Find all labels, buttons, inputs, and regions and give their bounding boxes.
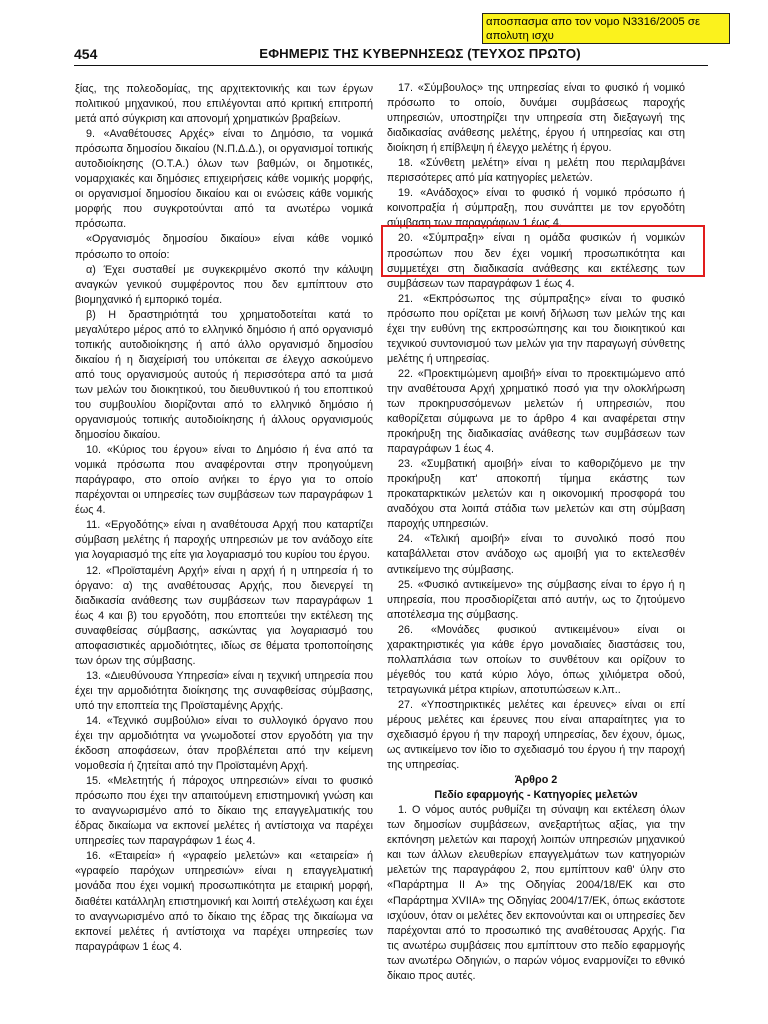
paragraph: 9. «Αναθέτουσες Αρχές» είναι το Δημόσιο, τα νομικά πρόσωπα δημοσίου δικαίου (Ν.Π.Δ.Δ.), οι οργανισμοί τοπικής αυτοδιοίκησης (Ο.Τ.Α.) όλων των βαθμών, οι δημοτικές, νομαρχιακές και δημόσιες επιχειρήσεις κάθε νομικής μορφής, οι οργανισμοί δημοσίου δικαίου και οι ενώσεις κάθε νομικής μορφής που συγκροτούνται από τα ανωτέρω νομικά πρόσωπα. <box>75 128 373 231</box>
paragraph: 23. «Συμβατική αμοιβή» είναι το καθοριζόμενο με την προκήρυξη κατ' αποκοπή τίμημα εκάστης των προκαταρκτικών μελετών και η οικονομική προσφορά του αναδόχου στα λοιπά στάδια των μελετών και στη σύμβαση παροχής υπηρεσιών. <box>387 458 685 531</box>
paragraph: 21. «Εκπρόσωπος της σύμπραξης» είναι το φυσικό πρόσωπο που ορίζεται με κοινή δήλωση των μελών της και έχει την ευθύνη της εκπροσώπησης και του διοικητικού και τεχνικού συντονισμού των μελών για την παραγωγή σύνθετης μελέτης ή υπηρεσίας. <box>387 292 685 365</box>
paragraph: 16. «Εταιρεία» ή «γραφείο μελετών» και «εταιρεία» ή «γραφείο παρόχων υπηρεσιών» είναι η επαγγελματική μονάδα που έχει νομική προσωπικότητα με εταιρική μορφή, διαθέτει κατάλληλη επιστημονική και λοιπή στελέχωση και έχει το αναγνωρισμένο από το δίκαιο της έδρας της δικαίωμα να εκπονεί μελέτες ή αντίστοιχα να παρέχει υπηρεσίες των παραγράφων 1 έως 4. <box>75 850 373 953</box>
paragraph: 11. «Εργοδότης» είναι η αναθέτουσα Αρχή που καταρτίζει σύμβαση μελέτης ή παροχής υπηρεσιών με τον ανάδοχο είτε για λογαριασμό της είτε για λογαριασμό του κυρίου του έργου. <box>75 519 373 562</box>
paragraph: 15. «Μελετητής ή πάροχος υπηρεσιών» είναι το φυσικό πρόσωπο που έχει την απαιτούμενη επιστημονική γνώση και το αναγνωρισμένο από το δίκαιο της επαγγελματικής του έδρας δικαίωμα να εκπονεί μελέτες ή αντίστοιχα να παρέχει υπηρεσίες των παραγράφων 1 έως 4. <box>75 775 373 848</box>
paragraph: 26. «Μονάδες φυσικού αντικειμένου» είναι οι χαρακτηριστικές για κάθε έργο μοναδιαίες διαστάσεις του, πολλαπλάσια των οποίων το συνθέτουν και ορίζουν το μέγεθός του κατά κύριο λόγο, όπως χιλιόμετρα οδού, τετραγωνικά μέτρα κτιρίων, αποτυπώσεων κ.λπ.. <box>387 623 685 696</box>
paragraph: 14. «Τεχνικό συμβούλιο» είναι το συλλογικό όργανο που έχει την αρμοδιότητα να γνωμοδοτεί στον εργοδότη για την έκδοση αποφάσεων, όταν προβλέπεται από την κείμενη νομοθεσία ή ζητείται από την Προϊσταμένη Αρχή. <box>75 714 373 773</box>
paragraph: 12. «Προϊσταμένη Αρχή» είναι η αρχή ή η υπηρεσία ή το όργανο: α) της αναθέτουσας Αρχής, που διενεργεί τη διαδικασία ανάθεσης των συμβάσεων των παραγράφων 1 έως 4 και β) του εργοδότη, που εποπτεύει την εκτέλεση της συναφθείσας σύμβασης, ασκώντας για λογαριασμό του αποφασιστικές αρμοδιότητες, ιδίως σε θέματα τροποποίησης των όρων της σύμβασης. <box>75 564 373 667</box>
paragraph: ξίας, της πολεοδομίας, της αρχιτεκτονικής και των έργων πολιτικού μηχανικού, που επιλέγονται από κριτική επιτροπή μετά από σύγκριση και απονομή χρηματικών βραβείων. <box>75 83 373 126</box>
paragraph: 27. «Υποστηρικτικές μελέτες και έρευνες» είναι οι επί μέρους μελέτες και έρευνες που είναι απαραίτητες για το σχεδιασμό έργου ή την παροχή υπηρεσίας, δεν έχουν, όμως, ως αντικείμενο τον ίδιο το σχεδιασμό του έργου ή την παροχή της υπηρεσίας. <box>387 698 685 772</box>
highlighted-paragraph: 20. «Σύμπραξη» είναι η ομάδα φυσικών ή νομικών προσώπων που δεν έχει νομική προσωπικότητα και συμμετέχει στη διαδικασία ανάθεσης και εκτέλεσης των συμβάσεων των παραγράφων 1 έως 4. <box>387 232 685 290</box>
paragraph: α) Έχει συσταθεί με συγκεκριμένο σκοπό την κάλυψη αναγκών γενικού συμφέροντος που δεν εμπίπτουν στο βιομηχανικό ή εμπορικό τομέα. <box>75 263 373 306</box>
header-divider <box>74 65 708 66</box>
left-column <box>75 82 373 955</box>
paragraph: 25. «Φυσικό αντικείμενο» της σύμβασης είναι το έργο ή η υπηρεσία, που προσδιορίζεται από αυτήν, ως το ζητούμενο αποτέλεσμα της σύμβασης. <box>387 578 685 621</box>
paragraph: 22. «Προεκτιμώμενη αμοιβή» είναι το προεκτιμώμενο από την αναθέτουσα Αρχή χρηματικό ποσό για την ολοκλήρωση των προκηρυσσόμενων μελετών ή υπηρεσιών, που καθορίζεται σύμφωνα με το άρθρο 4 και αναφέρεται στην προκήρυξη της διαδικασίας ανάθεσης των συμβάσεων των παραγράφων 1 έως 4. <box>387 367 685 456</box>
gazette-header-title: ΕΦΗΜΕΡΙΣ ΤΗΣ ΚΥΒΕΡΝΗΣΕΩΣ (ΤΕΥΧΟΣ ΠΡΩΤΟ) <box>259 46 581 61</box>
paragraph: 24. «Τελική αμοιβή» είναι το συνολικό ποσό που καταβάλλεται στον ανάδοχο ως αμοιβή για το εκτελεσθέν αντικείμενο της σύμβασης. <box>387 533 685 576</box>
paragraph: 18. «Σύνθετη μελέτη» είναι η μελέτη που περιλαμβάνει περισσότερες από μία κατηγορίες μελετών. <box>387 157 685 185</box>
article-title: Άρθρο 2 <box>514 774 558 787</box>
paragraph: 17. «Σύμβουλος» της υπηρεσίας είναι το φυσικό ή νομικό πρόσωπο το οποίο, δυνάμει συμβάσεως παροχής υπηρεσιών, υποστηρίζει την υπηρεσία στη διεξαγωγή της διαδικασίας ανάθεσης μελέτης, έργου ή υπηρεσίας και στη διοίκηση ή επίβλεψη ή έλεγχο μελέτης ή έργου. <box>387 82 685 155</box>
right-column <box>387 81 685 984</box>
paragraph: 1. Ο νόμος αυτός ρυθμίζει τη σύναψη και εκτέλεση όλων των δημοσίων συμβάσεων, ανεξαρτήτως αξίας, για την εκπόνηση μελετών και παροχή λοιπών υπηρεσιών μηχανικού και των άλλων ελευθερίων επαγγελμάτων των κατηγοριών μελετών της παραγράφου 2, που εμπίπτουν καθ' ύλην στο «Παράρτημα ΙΙ Α» της Οδηγίας 2004/18/ΕΚ και στο «Παράρτημα XVIIA» της Οδηγίας 2004/17/ΕΚ, όπως εκάστοτε ισχύουν, όταν οι μελέτες δεν εκπονούνται και οι υπηρεσίες δεν παρέχονται από το προσωπικό της αναθέτουσας Αρχής. Για τις ανωτέρω συμβάσεις που εμπίπτουν στο πεδίο εφαρμογής των ανωτέρω Οδηγιών, ο παρών νόμος εναρμονίζει το εθνικό δίκαιο προς αυτές. <box>387 804 685 982</box>
paragraph: 13. «Διευθύνουσα Υπηρεσία» είναι η τεχνική υπηρεσία που έχει την αρμοδιότητα διοίκησης της συναφθείσας σύμβασης, υπό την εποπτεία της Προϊσταμένης Αρχής. <box>75 669 373 712</box>
paragraph: β) Η δραστηριότητά του χρηματοδοτείται κατά το μεγαλύτερο μέρος από το ελληνικό δημόσιο ή από οργανισμό τοπικής αυτοδιοίκησης ή από άλλο οργανισμό δημοσίου δικαίου ή η διαχείρισή του υπόκειται σε έλεγχο ασκούμενο από τους οργανισμούς αυτούς ή περισσότερα από τα μισά των μελών του διοικητικού, του διευθυντικού ή του εποπτικού του συμβουλίου διορίζονται από το ελληνικό δημόσιο ή οργανισμούς τοπικής αυτοδιοίκησης ή άλλους οργανισμούς δημοσίου δικαίου. <box>75 308 373 442</box>
excerpt-stamp-note: αποσπασμα απο τον νομο Ν3316/2005 σε απολυτη ισχυ <box>482 13 730 44</box>
paragraph: 10. «Κύριος του έργου» είναι το Δημόσιο ή ένα από τα νομικά πρόσωπα που αναφέρονται στην προηγούμενη παράγραφο, στο οποίο ανήκει το έργο για το οποίο παρέχονται οι υπηρεσίες των συμβάσεων των παραγράφων 1 έως 4. <box>75 444 373 517</box>
paragraph: «Οργανισμός δημοσίου δικαίου» είναι κάθε νομικό πρόσωπο το οποίο: <box>75 233 373 261</box>
page-number: 454 <box>74 46 98 62</box>
paragraph: 19. «Ανάδοχος» είναι το φυσικό ή νομικό πρόσωπο ή κοινοπραξία ή σύμπραξη, που συνάπτει με τον εργοδότη σύμβαση των παραγράφων 1 έως 4. <box>387 187 685 230</box>
article-subtitle: Πεδίο εφαρμογής - Κατηγορίες μελετών <box>434 789 638 802</box>
